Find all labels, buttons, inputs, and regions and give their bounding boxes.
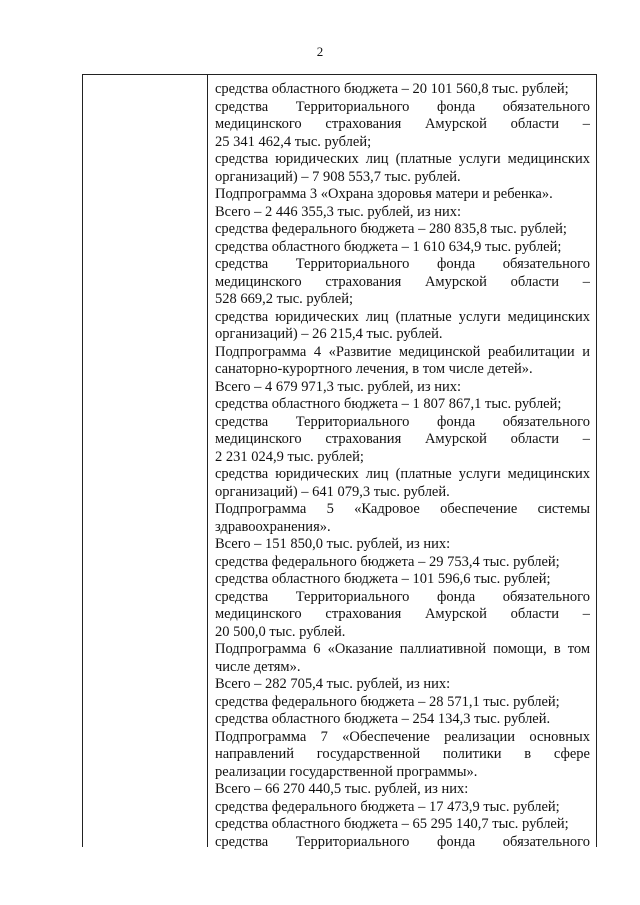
text-line: средства федерального бюджета – 280 835,8 тыс. рублей; (215, 221, 567, 237)
text-line: медицинского страхования Амурской области – (215, 116, 590, 132)
text-line: Всего – 2 446 355,3 тыс. рублей, из них: (215, 203, 462, 220)
text-line: средства областного бюджета – 20 101 560,8 тыс. рублей; (215, 81, 569, 97)
text-line: медицинского страхования Амурской области – (215, 606, 590, 622)
table-right-column (209, 75, 596, 850)
text-line: средства областного бюджета – 254 134,3 тыс. рублей. (215, 711, 551, 727)
text-line: организаций) – 26 215,4 тыс. рублей. (215, 326, 443, 342)
text-line: средства федерального бюджета – 28 571,1 тыс. рублей; (215, 693, 560, 710)
text-line: средства Территориального фонда обязательного (215, 833, 590, 850)
text-line: средства областного бюджета – 65 295 140,7 тыс. рублей; (215, 816, 569, 832)
text-line: 528 669,2 тыс. рублей; (215, 291, 353, 307)
text-line: 20 500,0 тыс. рублей. (215, 623, 346, 640)
text-line: средства областного бюджета – 101 596,6 тыс. рублей; (215, 571, 551, 587)
text-line: направлений государственной политики в сфере (215, 746, 590, 762)
text-line: средства юридических лиц (платные услуги медицинских (215, 151, 590, 167)
text-line: Всего – 282 705,4 тыс. рублей, из них: (215, 676, 451, 692)
text-line: организаций) – 641 079,3 тыс. рублей. (215, 483, 450, 500)
text-line: здравоохранения». (215, 518, 331, 535)
text-line: 2 231 024,9 тыс. рублей; (215, 448, 364, 465)
text-line: Подпрограмма 5 «Кадровое обеспечение системы (215, 501, 590, 517)
text-line: средства Территориального фонда обязательного (215, 588, 590, 605)
text-line: Всего – 66 270 440,5 тыс. рублей, из них: (215, 781, 469, 797)
text-line: Всего – 151 850,0 тыс. рублей, из них: (215, 536, 451, 552)
text-line: средства Территориального фонда обязательного (215, 98, 590, 115)
text-line: Подпрограмма 6 «Оказание паллиативной помощи, в том (215, 641, 590, 657)
text-line: медицинского страхования Амурской области – (215, 431, 590, 447)
text-line: средства федерального бюджета – 29 753,4 тыс. рублей; (215, 553, 560, 570)
table-left-column (83, 75, 208, 847)
text-line: средства Территориального фонда обязательного (215, 256, 590, 272)
text-line: средства юридических лиц (платные услуги медицинских (215, 308, 590, 325)
text-line: Подпрограмма 3 «Охрана здоровья матери и ребенка». (215, 186, 553, 202)
text-line: средства областного бюджета – 1 610 634,9 тыс. рублей; (215, 238, 562, 255)
text-line: средства юридических лиц (платные услуги медицинских (215, 466, 590, 482)
text-line: реализации государственной программы». (215, 763, 478, 780)
text-line: средства федерального бюджета – 17 473,9 тыс. рублей; (215, 798, 560, 815)
text-line: числе детям». (215, 658, 301, 675)
text-line: организаций) – 7 908 553,7 тыс. рублей. (215, 168, 461, 185)
text-line: Подпрограмма 7 «Обеспечение реализации основных (215, 728, 590, 745)
text-line: 25 341 462,4 тыс. рублей; (215, 133, 372, 150)
text-line: санаторно-курортного лечения, в том числе детей». (215, 361, 533, 377)
content-table (82, 74, 597, 850)
text-line: медицинского страхования Амурской области – (215, 273, 590, 290)
text-line: Подпрограмма 4 «Развитие медицинской реабилитации и (215, 343, 590, 360)
text-line: Всего – 4 679 971,3 тыс. рублей, из них: (215, 378, 462, 395)
text-line: средства Территориального фонда обязательного (215, 413, 590, 430)
text-line: средства областного бюджета – 1 807 867,1 тыс. рублей; (215, 396, 562, 412)
page-number: 2 (316, 44, 324, 59)
